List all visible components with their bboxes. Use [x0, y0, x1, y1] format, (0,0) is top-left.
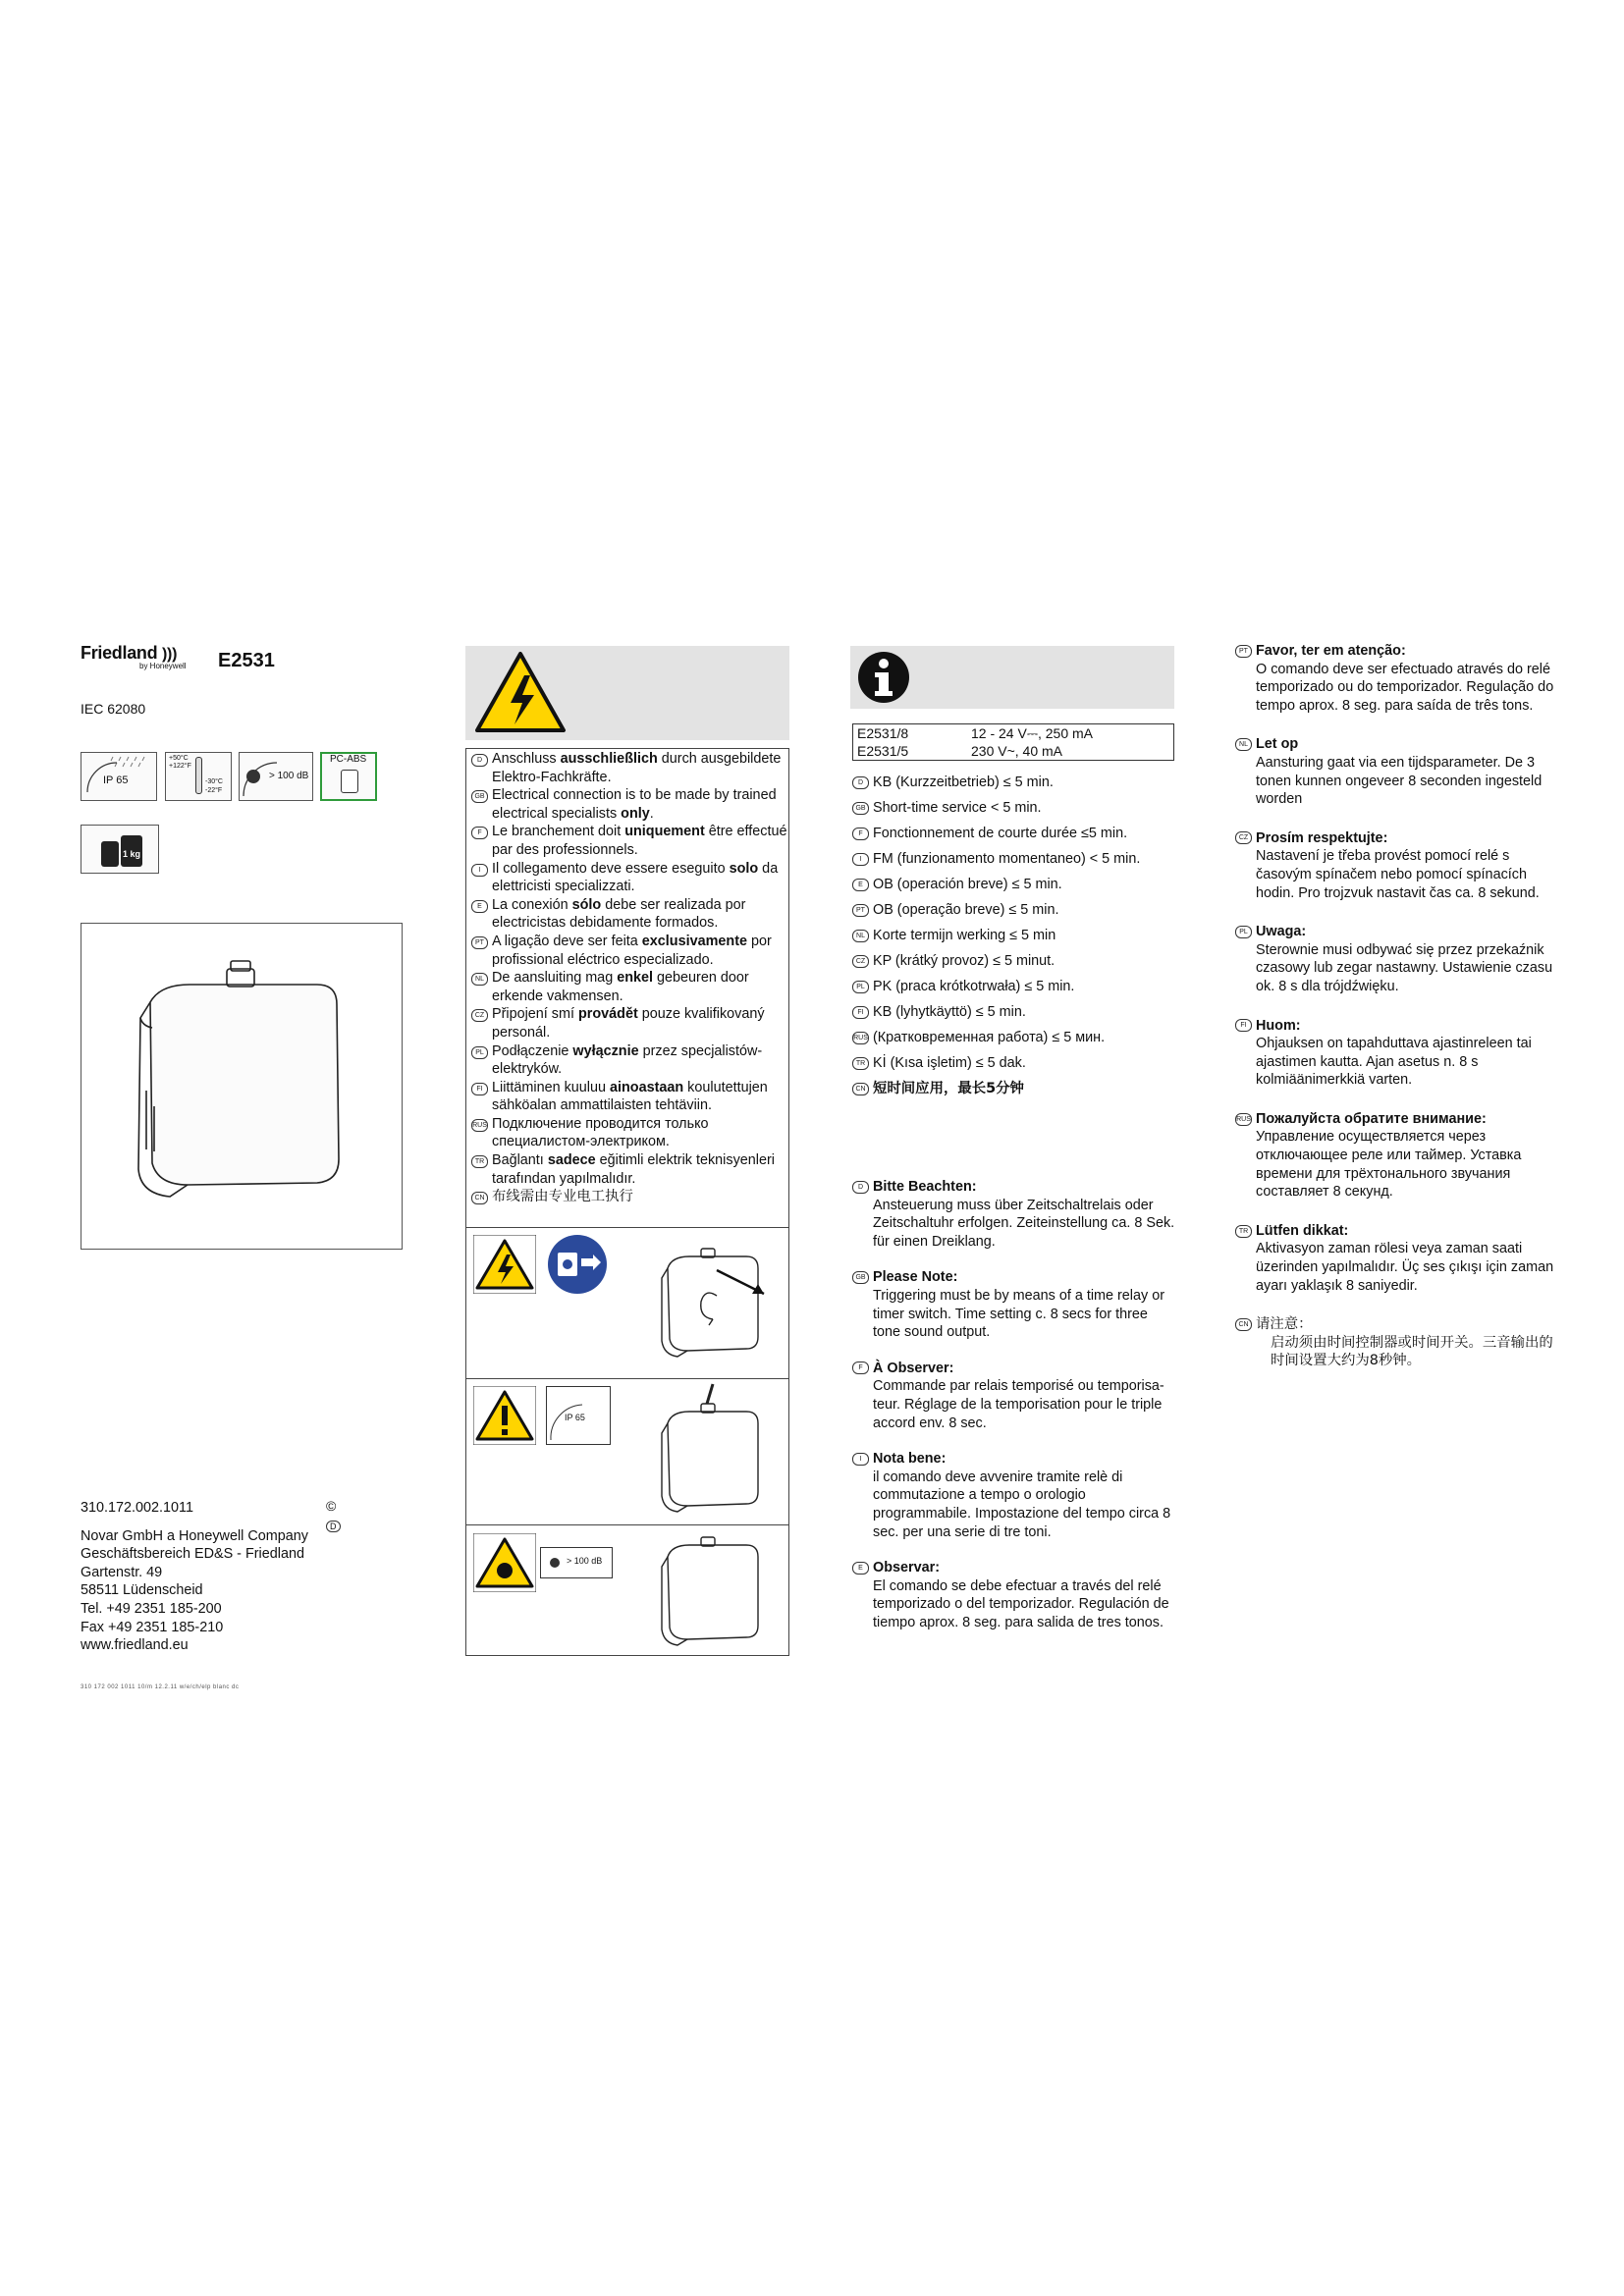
duty-item	[852, 846, 1176, 872]
note-block	[852, 1268, 1176, 1341]
print-code: 310 172 002 1011 10/m 12.2.11 w/e/ch/elp blanc dc	[81, 1684, 240, 1690]
duty-item	[852, 795, 1176, 821]
safety-item	[471, 786, 787, 823]
language-badge: E	[471, 900, 488, 913]
note-block	[1235, 1110, 1559, 1201]
weight-icon	[81, 825, 159, 874]
note-body: El comando se debe efectuar a través del relé temporizado o del temporizador. Regulación de tiempo aprox. 8 seg. para salida de tres tonos.	[873, 1577, 1169, 1630]
safety-item	[471, 969, 787, 1005]
note-title	[1235, 1315, 1559, 1334]
safety-item	[471, 896, 787, 933]
language-badge: CZ	[852, 955, 869, 968]
language-badge: PL	[852, 981, 869, 993]
note-title	[1235, 642, 1559, 661]
material-text: PC-ABS	[330, 754, 367, 765]
notes-column-4	[1235, 642, 1559, 1391]
note-block	[852, 1559, 1176, 1631]
panel-electrical	[473, 1235, 536, 1299]
duty-text: KP (krátký provoz) ≤ 5 minut.	[873, 953, 1056, 969]
duty-item	[852, 1050, 1176, 1076]
brand-wave-icon: )))	[162, 646, 178, 663]
address-line: Fax +49 2351 185-210	[81, 1619, 224, 1635]
note-block	[852, 1178, 1176, 1251]
duty-text: KB (lyhytkäyttö) ≤ 5 min.	[873, 1004, 1026, 1020]
safety-text: Liittäminen kuuluu ainoastaan koulutettujen sähköalan ammattilaisten tehtäviin.	[492, 1079, 768, 1114]
spec-value: 230 V~, 40 mA	[971, 743, 1063, 759]
language-badge: PT	[1235, 645, 1252, 658]
hearing-warning-icon	[473, 1533, 536, 1592]
language-badge: D	[852, 776, 869, 789]
note-title	[852, 1268, 1176, 1287]
language-badge: GB	[852, 802, 869, 815]
note-title-text: Lütfen dikkat:	[1256, 1222, 1349, 1239]
safety-text: De aansluiting mag enkel gebeuren door erkende vakmensen.	[492, 970, 749, 1004]
temp-high-f: +122°F	[169, 763, 191, 770]
note-block	[852, 1360, 1176, 1432]
note-title	[1235, 735, 1559, 754]
note-body: Aansturing gaat via een tijdsparameter. De 3 tonen kunnen ongeveer 8 seconden ingesteld worden	[1256, 754, 1543, 808]
safety-emphasis: only	[621, 805, 650, 822]
note-title	[1235, 1222, 1559, 1241]
duty-item	[852, 872, 1176, 897]
note-title-text: Let op	[1256, 736, 1299, 753]
language-badge: F	[852, 1362, 869, 1374]
duty-item	[852, 923, 1176, 948]
note-title-text: Huom:	[1256, 1017, 1301, 1034]
safety-item	[471, 750, 787, 786]
safety-emphasis: sólo	[571, 896, 602, 913]
note-title	[1235, 829, 1559, 848]
language-badge: E	[852, 879, 869, 891]
language-badge: RUS	[1235, 1113, 1252, 1126]
language-badge: GB	[852, 1271, 869, 1284]
note-body: Triggering must be by means of a time relay or timer switch. Time setting c. 8 secs for three tone sound output.	[873, 1287, 1164, 1341]
address-line: www.friedland.eu	[81, 1637, 189, 1654]
safety-text: Připojení smí provádět pouze kvalifikovaný personál.	[492, 1006, 765, 1041]
note-block	[1235, 1315, 1559, 1370]
panel-ip-text: IP 65	[565, 1413, 585, 1422]
panel-device-cable	[648, 1380, 776, 1518]
note-title	[852, 1360, 1176, 1378]
language-badge: CN	[471, 1192, 488, 1204]
safety-text: Le branchement doit uniquement être effectué par des professionnels.	[492, 824, 787, 858]
safety-text: Podłączenie wyłącznie przez specjalistów-elektryków.	[492, 1042, 763, 1078]
language-badge: TR	[852, 1057, 869, 1070]
address-line: Gartenstr. 49	[81, 1564, 163, 1580]
safety-emphasis: sadece	[547, 1152, 596, 1169]
language-badge: D	[471, 754, 488, 767]
safety-item	[471, 1151, 787, 1188]
safety-text: A ligação deve ser feita exclusivamente por profissional eléctrico especializado.	[492, 933, 772, 968]
note-title-text: 请注意：	[1256, 1316, 1313, 1333]
copyright-icon: © D	[326, 1497, 341, 1535]
divider	[465, 1227, 789, 1228]
duty-list	[852, 770, 1176, 1101]
panel-device	[648, 1527, 776, 1653]
note-body: Ansteuerung muss über Zeitschaltrelais oder Zeitschaltuhr erfolgen. Zeiteinstellung ca. 8 Sek. für einen Dreiklang.	[873, 1197, 1175, 1250]
duty-text: OB (operación breve) ≤ 5 min.	[873, 877, 1062, 892]
note-block	[852, 1450, 1176, 1541]
safety-item	[471, 1042, 787, 1079]
note-title	[852, 1559, 1176, 1577]
info-header	[850, 646, 1174, 709]
note-block	[1235, 735, 1559, 808]
note-title	[852, 1450, 1176, 1468]
language-badge: CN	[1235, 1318, 1252, 1331]
spec-row	[853, 742, 1174, 761]
safety-text: Bağlantı sadece eğitimli elektrik teknisyenleri tarafından yapılmalıdır.	[492, 1152, 775, 1187]
language-badge: NL	[1235, 738, 1252, 751]
brand-by: by Honeywell	[139, 662, 187, 670]
duty-item	[852, 897, 1176, 923]
language-badge: PL	[471, 1046, 488, 1059]
note-title	[1235, 1110, 1559, 1129]
safety-text: 布线需由专业电工执行	[492, 1189, 633, 1205]
language-badge: PT	[471, 936, 488, 949]
ip-rating-text: IP 65	[103, 774, 129, 786]
disconnect-power-icon	[546, 1233, 609, 1296]
note-title-text: Bitte Beachten:	[873, 1179, 977, 1195]
language-badge: F	[471, 827, 488, 839]
language-badge: PT	[852, 904, 869, 917]
duty-text: Kİ (Kısa işletim) ≤ 5 dak.	[873, 1055, 1026, 1071]
panel-sound-text: > 100 dB	[567, 1556, 603, 1566]
note-title-text: Prosím respektujte:	[1256, 829, 1388, 846]
language-badge: NL	[852, 930, 869, 942]
duty-item	[852, 1076, 1176, 1101]
temp-low: -30°C	[205, 778, 223, 785]
safety-emphasis: provádět	[577, 1006, 638, 1023]
language-badge: CZ	[471, 1009, 488, 1022]
safety-item	[471, 860, 787, 896]
safety-emphasis: exclusivamente	[641, 933, 747, 949]
warning-header	[465, 646, 789, 740]
note-body: il comando deve avvenire tramite relè di commutazione a tempo o orologio programmabile. Impostazione del tempo circa 8 sec. per una serie di tre toni.	[873, 1468, 1171, 1540]
address-line: Tel. +49 2351 185-200	[81, 1600, 222, 1617]
sound-level-text: > 100 dB	[269, 771, 309, 781]
duty-item	[852, 1025, 1176, 1050]
safety-text: Il collegamento deve essere eseguito solo da elettricisti specializzati.	[492, 860, 779, 895]
spec-model: E2531/8	[857, 725, 909, 741]
weight-text: 1 kg	[123, 849, 141, 859]
language-badge: CZ	[1235, 831, 1252, 844]
language-badge: FI	[471, 1083, 488, 1095]
note-title-text: Observar:	[873, 1560, 940, 1576]
address-line: Novar GmbH a Honeywell Company	[81, 1527, 308, 1544]
duty-item	[852, 821, 1176, 846]
note-body: Aktivasyon zaman rölesi veya zaman saati üzerinden yapılmalıdır. Üç ses çıkışı için zaman ayarı yaklaşık 8 saniyedir.	[1256, 1241, 1554, 1294]
language-badge: I	[852, 1453, 869, 1466]
note-block	[1235, 1017, 1559, 1090]
company-address	[81, 1498, 337, 1655]
language-badge: F	[852, 828, 869, 840]
safety-emphasis: ainoastaan	[610, 1079, 684, 1095]
info-icon	[856, 648, 915, 707]
standard-label: IEC 62080	[81, 701, 146, 717]
language-badge: RUS	[852, 1032, 869, 1044]
safety-item	[471, 823, 787, 859]
spec-row	[853, 724, 1174, 743]
note-body: Ohjauksen on tapahduttava ajastinreleen tai ajastimen kautta. Ajan asetus n. 8 s kolmiäänimerkkiä varten.	[1256, 1036, 1532, 1089]
ip-rating-icon	[546, 1386, 611, 1445]
electrical-warning-icon	[471, 646, 569, 740]
safety-item	[471, 933, 787, 969]
model-number: E2531	[218, 650, 275, 671]
language-badge: CN	[852, 1083, 869, 1095]
duty-text: 短时间应用，最长5分钟	[873, 1081, 1024, 1096]
address-lines	[81, 1527, 308, 1655]
language-badge: FI	[1235, 1019, 1252, 1032]
material-icon	[320, 752, 377, 801]
safety-text: Подключение проводится только специалистом-электриком.	[492, 1115, 709, 1150]
duty-item	[852, 770, 1176, 795]
divider	[465, 1378, 789, 1379]
safety-list	[471, 750, 787, 1206]
sound-level-icon	[239, 752, 313, 801]
part-number: 310.172.002.1011	[81, 1500, 193, 1516]
safety-text: Electrical connection is to be made by trained electrical specialists only.	[492, 787, 777, 822]
language-badge: FI	[852, 1006, 869, 1019]
safety-text: Anschluss ausschließlich durch ausgebildete Elektro-Fachkräfte.	[492, 751, 782, 785]
language-badge: GB	[471, 790, 488, 803]
language-badge: NL	[471, 973, 488, 986]
temp-low-f: -22°F	[205, 787, 223, 794]
note-title	[852, 1178, 1176, 1197]
panel-ip	[473, 1386, 585, 1450]
temperature-icon	[165, 752, 232, 801]
note-block	[1235, 642, 1559, 715]
note-title-text: Пожалуйста обратите внимание:	[1256, 1110, 1487, 1127]
safety-emphasis: enkel	[617, 970, 654, 987]
language-badge: I	[852, 853, 869, 866]
panel-sound	[473, 1533, 603, 1597]
note-body: Nastavení je třeba provést pomocí relé s časovým spínačem nebo pomocí spínacích hodin. Pro trojzvuk nastavit čas ca. 8 sekund.	[1256, 848, 1540, 901]
notes-column-3	[852, 1178, 1176, 1649]
duty-item	[852, 948, 1176, 974]
note-block	[1235, 923, 1559, 995]
language-badge: PL	[1235, 926, 1252, 938]
language-badge: I	[471, 864, 488, 877]
panel-device-rotate	[648, 1239, 776, 1366]
spec-table	[852, 723, 1174, 761]
safety-item	[471, 1005, 787, 1041]
note-title-text: Uwaga:	[1256, 924, 1307, 940]
note-title	[1235, 923, 1559, 941]
note-body: Управление осуществляется через отключающее реле или таймер. Уставка времени для трёхтонального звучания составляет 8 секунд.	[1256, 1129, 1522, 1201]
note-title-text: Nota bene:	[873, 1451, 947, 1468]
note-body: Commande par relais temporisé ou temporisa-teur. Réglage de la temporisation pour le triple accord env. 8 sec.	[873, 1378, 1164, 1431]
safety-item	[471, 1115, 787, 1151]
note-block	[1235, 829, 1559, 902]
duty-text: (Кратковременная работа) ≤ 5 мин.	[873, 1030, 1106, 1045]
electrical-warning-icon	[473, 1235, 536, 1294]
spec-value: 12 - 24 V⎓, 250 mA	[971, 725, 1094, 741]
language-badge: D	[852, 1181, 869, 1194]
language-badge: TR	[1235, 1225, 1252, 1238]
note-title-text: À Observer:	[873, 1360, 954, 1376]
duty-item	[852, 974, 1176, 999]
ip-rating-icon	[81, 752, 157, 801]
note-block	[1235, 1222, 1559, 1295]
duty-text: KB (Kurzzeitbetrieb) ≤ 5 min.	[873, 774, 1054, 790]
duty-text: Korte termijn werking ≤ 5 min	[873, 928, 1056, 943]
safety-emphasis: ausschließlich	[560, 751, 658, 767]
language-badge: RUS	[471, 1119, 488, 1132]
note-title-text: Please Note:	[873, 1269, 958, 1286]
safety-item	[471, 1188, 787, 1206]
divider	[465, 1524, 789, 1525]
brand-logo	[81, 643, 187, 670]
note-title	[1235, 1017, 1559, 1036]
sound-level-icon	[540, 1547, 613, 1578]
address-line: Geschäftsbereich ED&S - Friedland	[81, 1546, 304, 1563]
duty-text: Short-time service < 5 min.	[873, 800, 1042, 816]
address-line: 58511 Lüdenscheid	[81, 1582, 203, 1599]
safety-item	[471, 1079, 787, 1115]
language-badge: TR	[471, 1155, 488, 1168]
note-title-text: Favor, ter em atenção:	[1256, 643, 1406, 659]
temp-high: +50°C	[169, 755, 189, 762]
language-badge: E	[852, 1562, 869, 1575]
brand-logo-text: Friedland	[81, 643, 158, 663]
safety-emphasis: uniquement	[624, 824, 705, 840]
duty-text: OB (operação breve) ≤ 5 min.	[873, 902, 1059, 918]
duty-text: FM (funzionamento momentaneo) < 5 min.	[873, 851, 1141, 867]
note-body: Sterownie musi odbywać się przez przekaźnik czasowy lub zegar nastawny. Ustawienie czasu ok. 8 s dla trójdźwięku.	[1256, 941, 1553, 994]
safety-emphasis: solo	[729, 860, 759, 877]
duty-item	[852, 999, 1176, 1025]
note-body: 启动须由时间控制器或时间开关。三音输出的时间设置大约为8秒钟。	[1271, 1334, 1553, 1369]
safety-text: La conexión sólo debe ser realizada por electricistas debidamente formados.	[492, 896, 746, 932]
duty-text: Fonctionnement de courte durée ≤5 min.	[873, 826, 1128, 841]
note-body: O comando deve ser efectuado através do relé temporizado ou do temporizador. Regulação do tempo aprox. 8 seg. para saída de três tons.	[1256, 661, 1554, 714]
spec-model: E2531/5	[857, 743, 909, 759]
general-warning-icon	[473, 1386, 536, 1445]
safety-emphasis: wyłącznie	[572, 1042, 639, 1059]
duty-text: PK (praca krótkotrwała) ≤ 5 min.	[873, 979, 1075, 994]
product-illustration	[81, 923, 403, 1250]
